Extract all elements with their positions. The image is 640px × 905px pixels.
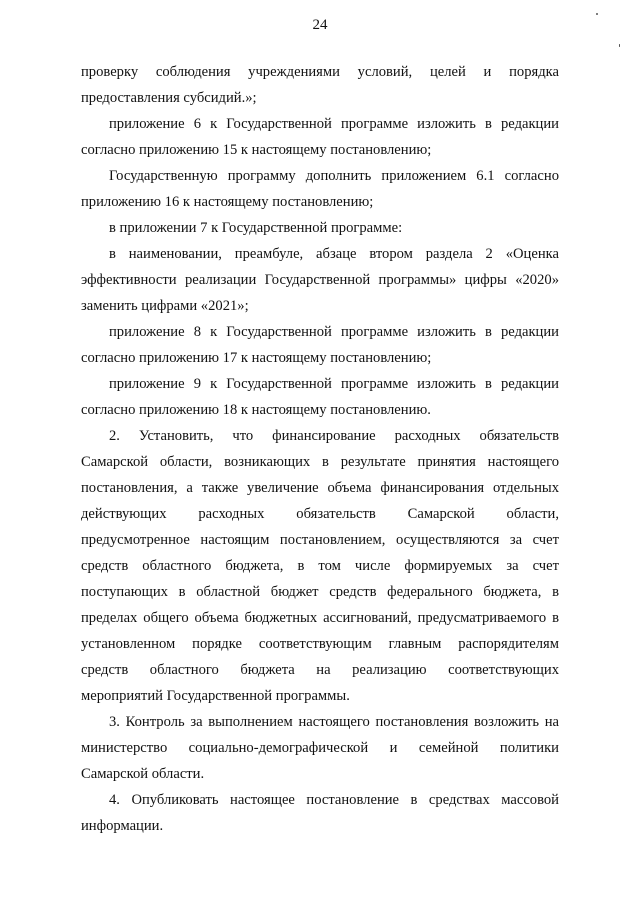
text-line: информации. <box>81 818 164 834</box>
text-line: средств областного бюджета на реализацию соответствующих <box>81 662 559 678</box>
paragraph <box>81 423 559 709</box>
page-number: 24 <box>312 17 328 33</box>
paragraph <box>81 111 559 163</box>
text-line: предоставления субсидий.»; <box>81 90 257 106</box>
text-line: заменить цифрами «2021»; <box>81 298 249 314</box>
paragraph <box>81 163 559 215</box>
text-line: поступающих в областной бюджет средств федерального бюджета, в <box>81 584 559 600</box>
text-line: Государственную программу дополнить приложением 6.1 согласно <box>109 168 559 184</box>
document-body <box>81 59 559 839</box>
paragraph <box>81 709 559 787</box>
text-line: приложение 9 к Государственной программе изложить в редакции <box>109 376 559 392</box>
text-line: мероприятий Государственной программы. <box>81 688 350 704</box>
text-line: приложение 6 к Государственной программе изложить в редакции <box>109 116 559 132</box>
text-line: эффективности реализации Государственной программы» цифры «2020» <box>81 272 559 288</box>
text-line: Самарской области. <box>81 766 205 782</box>
paragraph <box>81 241 559 319</box>
text-line: в приложении 7 к Государственной программе: <box>109 220 403 236</box>
scan-speck <box>619 44 620 47</box>
text-line: приложению 16 к настоящему постановлению; <box>81 194 374 210</box>
text-line: согласно приложению 17 к настоящему постановлению; <box>81 350 432 366</box>
text-line: 3. Контроль за выполнением настоящего постановления возложить на <box>109 714 559 730</box>
paragraph <box>81 215 559 241</box>
text-line: согласно приложению 15 к настоящему постановлению; <box>81 142 432 158</box>
text-line: согласно приложению 18 к настоящему постановлению. <box>81 402 431 418</box>
text-line: министерство социально-демографической и семейной политики <box>81 740 559 756</box>
paragraph <box>81 319 559 371</box>
text-line: в наименовании, преамбуле, абзаце втором раздела 2 «Оценка <box>109 246 559 262</box>
text-line: 2. Установить, что финансирование расходных обязательств <box>109 428 559 444</box>
text-line: средств областного бюджета, в том числе формируемых за счет <box>81 558 559 574</box>
text-line: действующих расходных обязательств Самарской области, <box>81 506 559 522</box>
text-line: установленном порядке соответствующим главным распорядителям <box>81 636 559 652</box>
text-line: постановления, а также увеличение объема финансирования отдельных <box>81 480 559 496</box>
text-line: пределах общего объема бюджетных ассигнований, предусматриваемого в <box>81 610 559 626</box>
text-line: предусмотренное настоящим постановлением, осуществляются за счет <box>81 532 559 548</box>
text-line: проверку соблюдения учреждениями условий, целей и порядка <box>81 64 559 80</box>
text-line: 4. Опубликовать настоящее постановление в средствах массовой <box>109 792 559 808</box>
paragraph <box>81 787 559 839</box>
scan-speck <box>596 13 598 15</box>
text-line: Самарской области, возникающих в результате принятия настоящего <box>81 454 559 470</box>
paragraph <box>81 371 559 423</box>
paragraph <box>81 59 559 111</box>
text-line: приложение 8 к Государственной программе изложить в редакции <box>109 324 559 340</box>
